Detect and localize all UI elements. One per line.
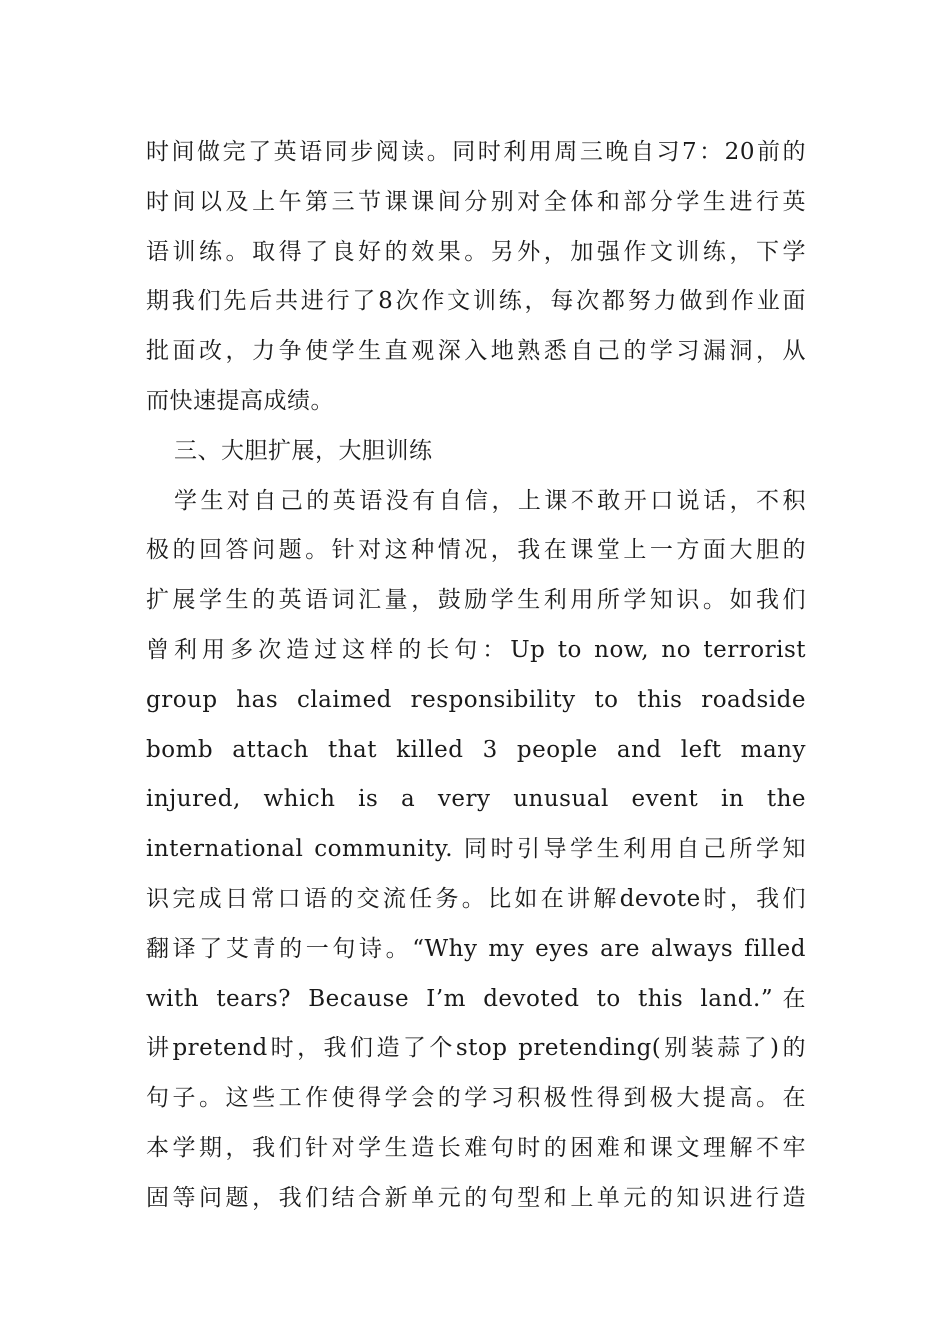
text-line: 时间做完了英语同步阅读。同时利用周三晚自习7：20前的 — [146, 139, 806, 165]
text-line: 本学期，我们针对学生造长难句时的困难和课文理解不牢 — [146, 1134, 806, 1161]
text-line: 固等问题，我们结合新单元的句型和上单元的知识进行造 — [146, 1184, 806, 1211]
text-line: 批面改，力争使学生直观深入地熟悉自己的学习漏洞，从 — [146, 338, 806, 365]
text-line: 期我们先后共进行了8次作文训练，每次都努力做到作业面 — [146, 288, 806, 315]
text-line: 极的回答问题。针对这种情况，我在课堂上一方面大胆的 — [146, 537, 806, 564]
text-line: 讲pretend时，我们造了个stop pretending(别装蒜了)的 — [146, 1035, 806, 1062]
text-line: injured, which is a very unusual event in the — [146, 786, 806, 813]
text-line: international community. 同时引导学生利用自己所学知 — [146, 836, 806, 863]
text-line: bomb attach that killed 3 people and left many — [146, 736, 806, 763]
text-line: 句子。这些工作使得学会的学习积极性得到极大提高。在 — [146, 1085, 806, 1112]
text-line: 曾利用多次造过这样的长句：Up to now, no terrorist — [146, 636, 806, 663]
text-line: 时间以及上午第三节课课间分别对全体和部分学生进行英 — [146, 188, 806, 215]
section-heading: 三、大胆扩展，大胆训练 — [174, 437, 433, 464]
text-line: with tears? Because I’m devoted to this land.”在 — [146, 985, 806, 1012]
document-body — [146, 128, 806, 1224]
text-line: 语训练。取得了良好的效果。另外，加强作文训练，下学 — [146, 238, 806, 265]
text-line: 扩展学生的英语词汇量，鼓励学生利用所学知识。如我们 — [146, 587, 806, 614]
text-line: group has claimed responsibility to this roadside — [146, 686, 806, 713]
text-line: 学生对自己的英语没有自信，上课不敢开口说话，不积 — [174, 487, 806, 514]
text-line: 识完成日常口语的交流任务。比如在讲解devote时，我们 — [146, 885, 806, 912]
text-line: 翻译了艾青的一句诗。“Why my eyes are always filled — [146, 935, 806, 962]
text-line: 而快速提高成绩。 — [146, 387, 334, 414]
